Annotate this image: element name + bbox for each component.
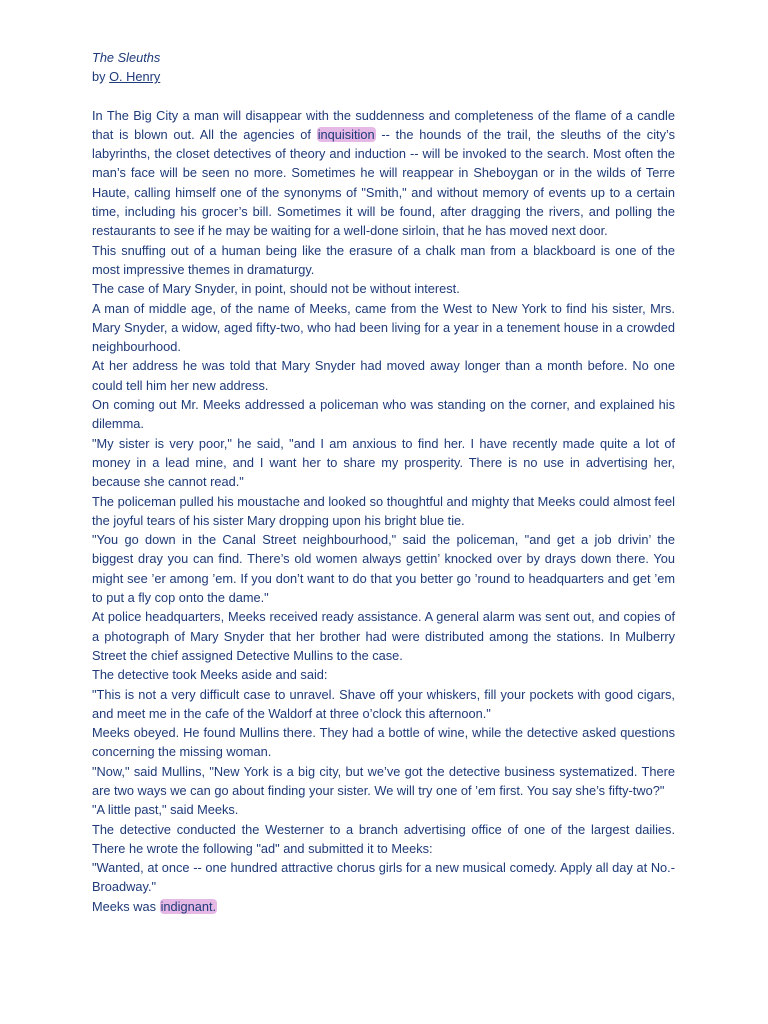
story-title: The Sleuths: [92, 50, 161, 65]
paragraph: [92, 434, 675, 492]
paragraph-text: "This is not a very difficult case to unravel. Shave off your whiskers, fill your pockets with good cigars, and meet me in the cafe of the Waldorf at three o’clock this afternoon.": [92, 686, 675, 721]
document-page: [92, 48, 675, 916]
paragraph: [92, 820, 675, 859]
highlighted-word[interactable]: inquisition: [317, 126, 375, 142]
paragraph-text: A man of middle age, of the name of Meeks, came from the West to New York to find his sister, Mrs. Mary Snyder, a widow, aged fifty-two, who had been living for a year in a tenement house in a crowded neighbourhood.: [92, 300, 675, 355]
paragraph-text: Meeks obeyed. He found Mullins there. They had a bottle of wine, while the detective asked questions concerning the missing woman.: [92, 725, 675, 760]
paragraph-text: The policeman pulled his moustache and looked so thoughtful and mighty that Meeks could almost feel the joyful tears of his sister Mary dropping upon his bright blue tie.: [92, 493, 675, 528]
paragraph-text: "My sister is very poor," he said, "and I am anxious to find her. I have recently made quite a lot of money in a lead mine, and I want her to share my prosperity. There is no use in advertising her, because she cannot read.": [92, 435, 675, 490]
paragraph-text: The case of Mary Snyder, in point, should not be without interest.: [92, 281, 460, 297]
paragraph: [92, 530, 675, 607]
paragraph-text: "You go down in the Canal Street neighbourhood," said the policeman, "and get a job drivin’ the biggest dray you can find. There’s old women always gettin’ knocked over by drays down there. You might see ’er among ’em. If you don’t want to do that you better go ’round to headquarters and get ’em to put a fly cop onto the dame.": [92, 532, 675, 606]
paragraph: [92, 897, 675, 916]
paragraph-text: This snuffing out of a human being like the erasure of a chalk man from a blackboard is one of the most impressive themes in dramaturgy.: [92, 242, 675, 277]
paragraph: [92, 492, 675, 531]
paragraph-text: The detective conducted the Westerner to a branch advertising office of one of the largest dailies. There he wrote the following "ad" and submitted it to Meeks:: [92, 821, 675, 856]
paragraph: [92, 395, 675, 434]
highlighted-word[interactable]: indignant.: [160, 898, 217, 914]
paragraph: [92, 723, 675, 762]
paragraph: [92, 299, 675, 357]
paragraph: [92, 241, 675, 280]
paragraph: [92, 279, 675, 298]
paragraph: [92, 665, 675, 684]
paragraph: [92, 106, 675, 241]
paragraph-text: Meeks was: [92, 898, 160, 914]
author-link[interactable]: O. Henry: [109, 69, 161, 85]
paragraph: [92, 356, 675, 395]
byline-prefix: by: [92, 69, 110, 85]
story-body: [92, 106, 675, 916]
paragraph: [92, 858, 675, 897]
paragraph-text: "A little past," said Meeks.: [92, 802, 239, 818]
paragraph-text: At her address he was told that Mary Snyder had moved away longer than a month before. No one could tell him her new address.: [92, 358, 675, 393]
paragraph-text: "Now," said Mullins, "New York is a big city, but we’ve got the detective business systematized. There are two ways we can go about finding your sister. We will try one of ’em first. You say she’s fifty-two?": [92, 763, 675, 798]
byline: [92, 67, 675, 86]
paragraph-text: The detective took Meeks aside and said:: [92, 667, 328, 683]
paragraph-text: -- the hounds of the trail, the sleuths of the city’s labyrinths, the closet detectives of theory and induction -- will be invoked to the search. Most often the man’s face will be seen no more. Sometimes he will reappear in Sheboygan or in the wilds of Terre Haute, calling himself one of the synonyms of "Smith," and without memory of events up to a certain time, including his grocer’s bill. Sometimes it will be found, after dragging the rivers, and polling the restaurants to see if he may be waiting for a well-done sirloin, that he has moved next door.: [92, 126, 675, 239]
paragraph: [92, 762, 675, 801]
paragraph-text: In The Big City a man will disappear with the suddenness and completeness of the flame of a candle that is blown out. All the agencies of: [92, 107, 675, 142]
paragraph-text: At police headquarters, Meeks received ready assistance. A general alarm was sent out, and copies of a photograph of Mary Snyder that her brother had were distributed among the stations. In Mulberry Street the chief assigned Detective Mullins to the case.: [92, 609, 675, 663]
paragraph: [92, 685, 675, 724]
paragraph-text: "Wanted, at once -- one hundred attractive chorus girls for a new musical comedy. Apply all day at No.- Broadway.": [92, 860, 675, 895]
paragraph: [92, 800, 675, 819]
paragraph: [92, 607, 675, 665]
paragraph-text: On coming out Mr. Meeks addressed a policeman who was standing on the corner, and explained his dilemma.: [92, 397, 675, 432]
